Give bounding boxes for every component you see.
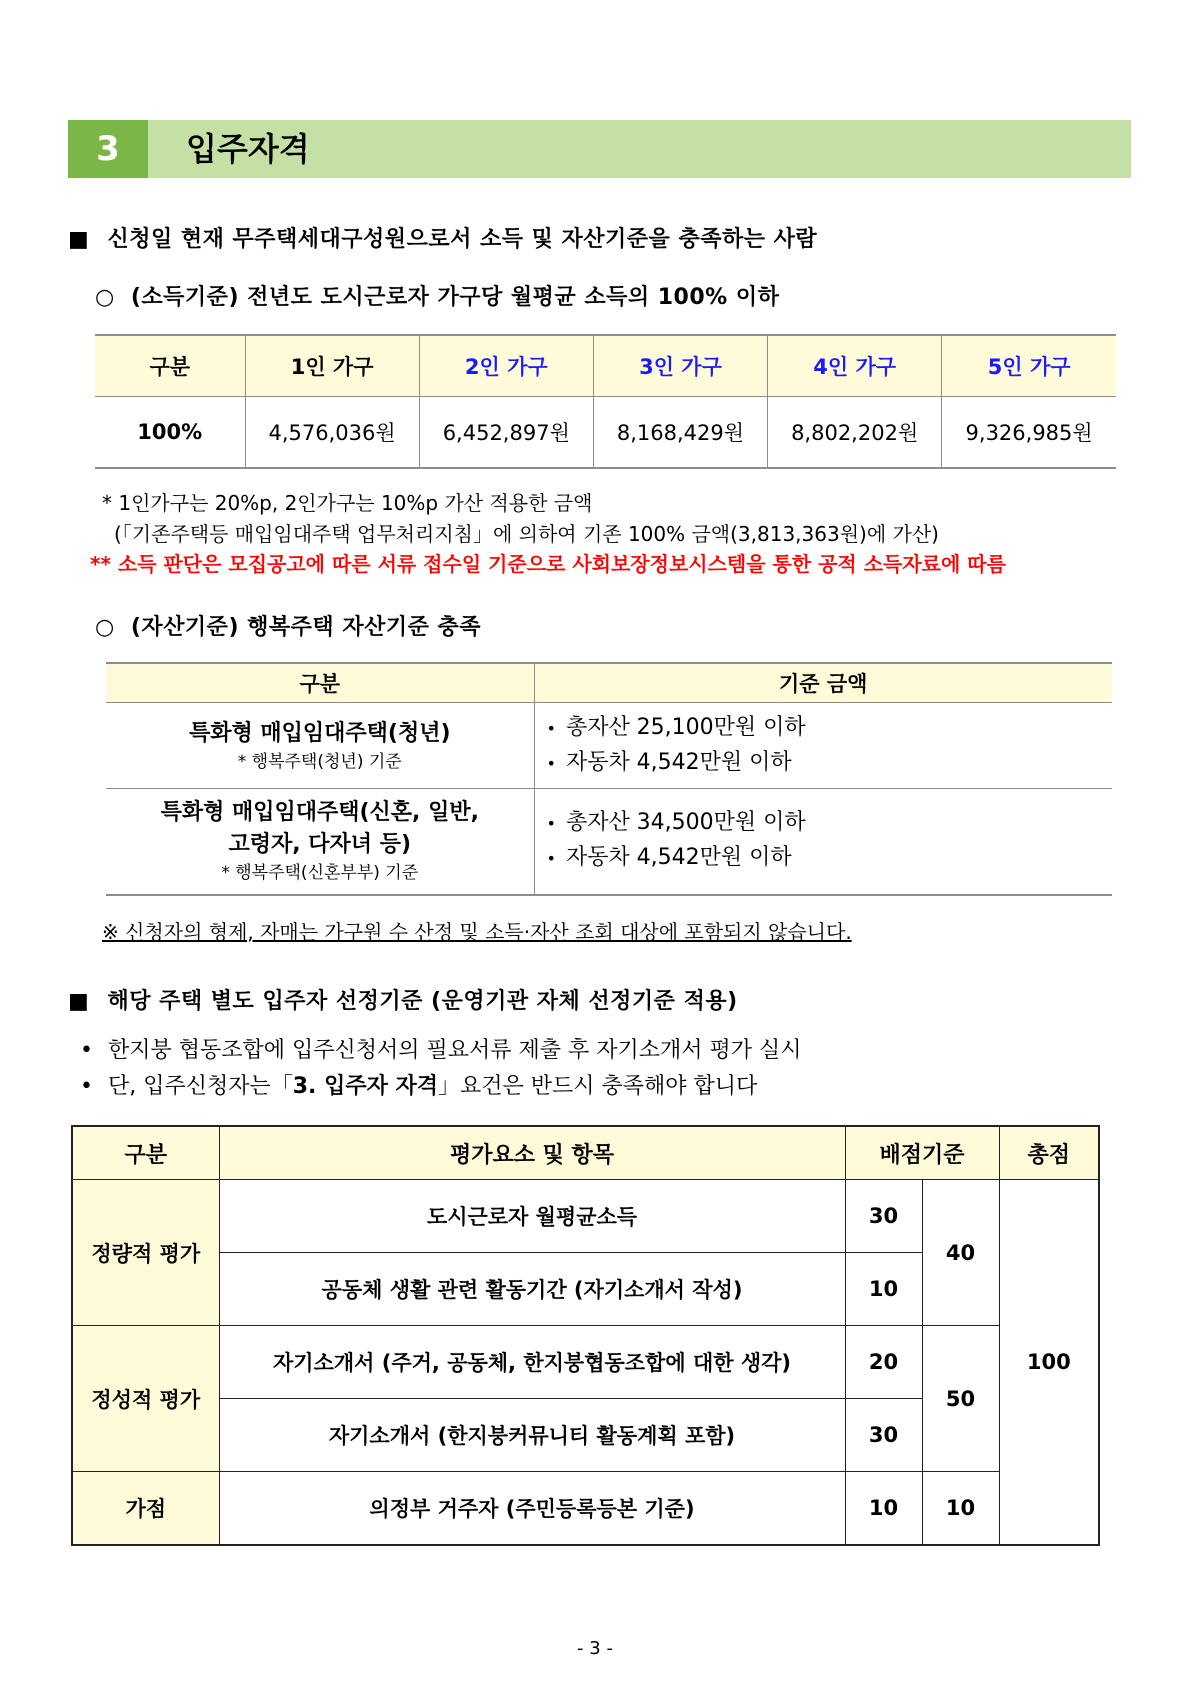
income-header-5person: 5인 가구 [942,335,1116,397]
income-table-row [95,397,1116,469]
asset-category-sub: * 행복주택(신혼부부) 기준 [221,863,419,884]
bullet-dot-icon: • [80,1074,93,1099]
income-table [95,334,1116,469]
asset-amount-cell [534,703,1112,789]
eval-row [72,1472,1099,1546]
selection-line-1 [80,1033,802,1064]
asset-category-cell [106,789,534,895]
income-header-1person: 1인 가구 [245,335,419,397]
income-note-2: (「기존주택등 매입임대주택 업무처리지침」에 의하여 기존 100% 금액(3,813,363원)에 가산) [114,522,939,546]
eval-score: 30 [845,1399,922,1472]
asset-row-youth [106,703,1112,789]
selection-line-1-text: 한지붕 협동조합에 입주신청서의 필요서류 제출 후 자기소개서 평가 실시 [107,1038,802,1063]
eval-item: 자기소개서 (주거, 공동체, 한지붕협동조합에 대한 생각) [219,1326,845,1399]
eligibility-text: 신청일 현재 무주택세대구성원으로서 소득 및 자산기준을 충족하는 사람 [107,227,818,252]
eval-score: 10 [845,1472,922,1546]
asset-table-header [106,663,1112,703]
eval-category: 가점 [72,1472,219,1546]
section-number: 3 [68,120,148,178]
circle-bullet-icon: ○ [95,285,115,310]
evaluation-header [72,1126,1099,1180]
asset-category-name: 특화형 매입임대주택(청년) [188,720,451,746]
asset-category-name: 특화형 매입임대주택(신혼, 일반, [160,800,479,826]
eval-score: 20 [845,1326,922,1399]
selection-line-2-a: 단, 입주신청자는「 [107,1074,293,1099]
bullet-dot-icon: • [546,849,556,869]
eligibility-statement [68,222,817,253]
evaluation-table [71,1125,1100,1546]
eval-category: 정성적 평가 [72,1326,219,1472]
income-value-2person: 6,452,897원 [419,397,593,469]
page-number: - 3 - [577,1638,613,1659]
eval-header-total: 총점 [999,1126,1099,1180]
eval-header-items: 평가요소 및 항목 [219,1126,845,1180]
eval-subtotal: 50 [922,1326,999,1472]
eval-item: 의정부 거주자 (주민등록등본 기준) [219,1472,845,1546]
asset-heading-text: (자산기준) 행복주택 자산기준 충족 [130,615,481,640]
selection-line-2 [80,1069,757,1100]
bullet-dot-icon: • [80,1038,93,1063]
asset-item: 총자산 25,100만원 이하 [565,714,806,740]
income-note-3: ** 소득 판단은 모집공고에 따른 서류 접수일 기준으로 사회보장정보시스템을 통한 공적 소득자료에 따름 [90,552,1006,576]
income-value-5person: 9,326,985원 [942,397,1116,469]
asset-amount-cell [534,789,1112,895]
eval-score: 30 [845,1180,922,1253]
asset-item: 자동차 4,542만원 이하 [565,749,792,775]
asset-category-name-cont: 고령자, 다자녀 등) [228,832,411,858]
asset-item: 자동차 4,542만원 이하 [565,845,792,871]
asset-category-cell [106,703,534,789]
eval-total: 100 [999,1180,1099,1546]
eval-item: 도시근로자 월평균소득 [219,1180,845,1253]
section-title: 입주자격 [186,130,310,168]
bullet-dot-icon: • [546,718,556,738]
eval-item: 자기소개서 (한지붕커뮤니티 활동계획 포함) [219,1399,845,1472]
income-header-2person: 2인 가구 [419,335,593,397]
selection-line-2-emphasis: 3. 입주자 자격 [292,1074,438,1099]
square-bullet-icon: ■ [68,227,90,252]
eval-item: 공동체 생활 관련 활동기간 (자기소개서 작성) [219,1253,845,1326]
eval-score: 10 [845,1253,922,1326]
income-header-3person: 3인 가구 [593,335,767,397]
asset-table [106,662,1112,896]
selection-heading-text: 해당 주택 별도 입주자 선정기준 (운영기관 자체 선정기준 적용) [107,989,738,1014]
eval-row [72,1180,1099,1253]
income-value-3person: 8,168,429원 [593,397,767,469]
asset-row-general [106,789,1112,895]
income-value-4person: 8,802,202원 [768,397,942,469]
eval-header-category: 구분 [72,1126,219,1180]
eval-header-score: 배점기준 [845,1126,999,1180]
selection-criteria-heading [68,984,738,1015]
bullet-dot-icon: • [546,814,556,834]
circle-bullet-icon: ○ [95,615,115,640]
eval-subtotal: 40 [922,1180,999,1326]
bullet-dot-icon: • [546,753,556,773]
income-row-label: 100% [95,397,245,469]
income-heading-text: (소득기준) 전년도 도시근로자 가구당 월평균 소득의 100% 이하 [130,285,780,310]
asset-category-sub: * 행복주택(청년) 기준 [237,751,402,772]
income-note-1: * 1인가구는 20%p, 2인가구는 10%p 가산 적용한 금액 [102,491,593,515]
income-header-category: 구분 [95,335,245,397]
square-bullet-icon: ■ [68,989,90,1014]
asset-criteria-heading [95,610,481,641]
income-criteria-heading [95,280,779,311]
income-header-4person: 4인 가구 [768,335,942,397]
income-value-1person: 4,576,036원 [245,397,419,469]
eval-row [72,1326,1099,1399]
asset-item: 총자산 34,500만원 이하 [565,810,806,836]
selection-line-2-c: 」요건은 반드시 충족해야 합니다 [438,1074,758,1099]
asset-header-amount: 기준 금액 [534,663,1112,703]
eval-subtotal: 10 [922,1472,999,1546]
asset-footnote: ※ 신청자의 형제, 자매는 가구원 수 산정 및 소득·자산 조회 대상에 포함되지 않습니다. [102,920,852,944]
asset-header-category: 구분 [106,663,534,703]
income-table-header [95,335,1116,397]
eval-category: 정량적 평가 [72,1180,219,1326]
